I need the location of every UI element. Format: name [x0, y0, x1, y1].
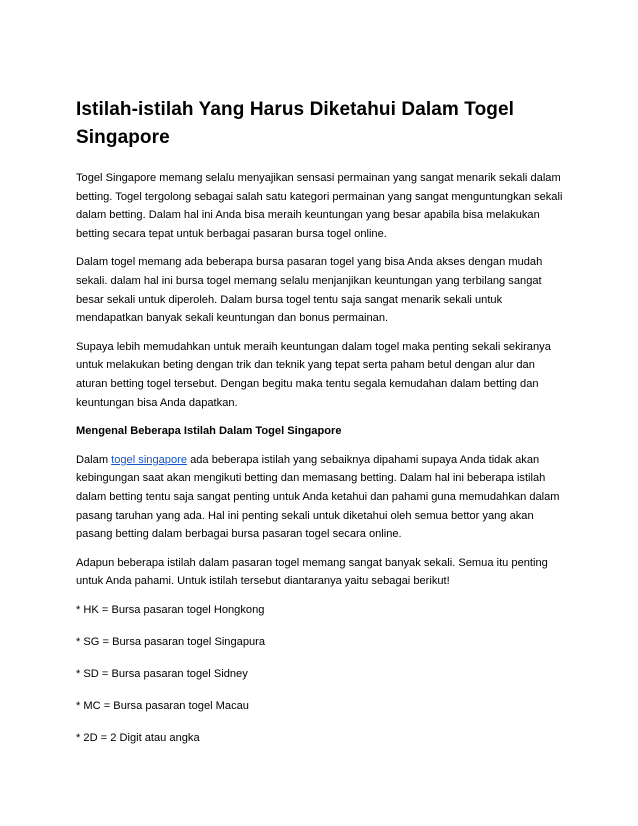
section-paragraph-2: Adapun beberapa istilah dalam pasaran togel memang sangat banyak sekali. Semua itu penting untuk Anda pahami. Untuk istilah tersebut diantaranya yaitu sebagai berikut!: [76, 556, 548, 588]
terms-list: [76, 601, 568, 748]
togel-singapore-link[interactable]: togel singapore: [111, 453, 188, 466]
intro-paragraph-3: Supaya lebih memudahkan untuk meraih keuntungan dalam togel maka penting sekali sekiranya untuk melakukan beting dengan trik dan teknik yang tepat serta paham betul dengan alur dan aturan betting togel tersebut. Dengan begitu maka tentu segala kemudahan dalam betting dan keuntungan bisa Anda dapatkan.: [76, 340, 551, 409]
section-paragraph-1: [76, 451, 568, 544]
intro-paragraph-1: Togel Singapore memang selalu menyajikan sensasi permainan yang sangat menarik sekali dalam betting. Togel tergolong sebagai salah satu kategori permainan yang sangat menguntungkan sekali dalam betting. Dalam hal ini Anda bisa meraih keuntungan yang besar apabila bisa melakukan betting secara tepat untuk berbagai pasaran bursa togel online.: [76, 172, 563, 240]
document-page: [76, 96, 568, 761]
term-item-sg: * SG = Bursa pasaran togel Singapura: [76, 635, 266, 648]
term-item-hk: * HK = Bursa pasaran togel Hongkong: [76, 603, 265, 616]
section-heading: Mengenal Beberapa Istilah Dalam Togel Singapore: [76, 425, 342, 438]
article-title: Istilah-istilah Yang Harus Diketahui Dalam Togel Singapore: [76, 99, 515, 148]
term-item-sd: * SD = Bursa pasaran togel Sidney: [76, 668, 248, 681]
section-paragraph-1-lead: Dalam: [76, 453, 112, 466]
section-paragraph-1-rest: ada beberapa istilah yang sebaiknya dipahami supaya Anda tidak akan kebingungan saat akan mengikuti betting dan memasang betting. Dalam hal ini beberapa istilah dalam betting tentu saja sangat penting untuk Anda ketahui dan pahami guna memudahkan dalam pasang taruhan yang ada. Hal ini penting sekali untuk diketahui oleh semua bettor yang akan pasang betting dalam berbagai bursa pasaran togel secara online.: [76, 453, 560, 541]
term-item-2d: * 2D = 2 Digit atau angka: [76, 732, 200, 745]
intro-paragraph-2: Dalam togel memang ada beberapa bursa pasaran togel yang bisa Anda akses dengan mudah sekali. dalam hal ini bursa togel memang selalu menjanjikan keuntungan yang terbilang sangat besar sekali untuk diperoleh. Dalam bursa togel tentu saja sangat menarik sekali untuk mendapatkan banyak sekali keuntungan dan bonus permainan.: [76, 256, 543, 325]
term-item-mc: * MC = Bursa pasaran togel Macau: [76, 700, 249, 713]
